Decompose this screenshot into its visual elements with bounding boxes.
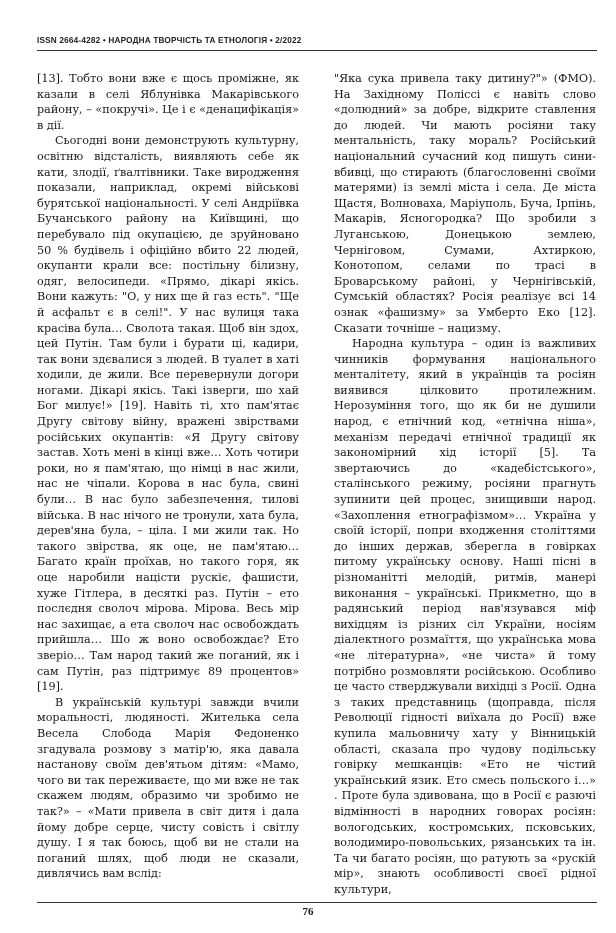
journal-header: ISSN 2664-4282 • НАРОДНА ТВОРЧІСТЬ ТА ЕТНОЛОГІЯ • 2/2022 bbox=[37, 36, 302, 45]
header-rule bbox=[37, 50, 597, 51]
right-paragraph-1: "Яка сука привела таку дитину?"» (ФМО). На Західному Поліссі є навіть слово «долюдний» за добре, відкрите ставлення до людей. Чи мають росіяни таку ментальність, таку мораль? Російський національний сучасний код пишуть сини-вбивці, що стирають (благословенні своїми матерями) із землі міста і села. Де міста Щастя, Волноваха, Маріуполь, Буча, Ірпінь, Макарів, Ясногородка? Що зробили з Луганською, Донецькою землею, Черніговом, Сумами, Ахтиркою, Конотопом, селами по трасі в Броварському районі, у Чернігівській, Сумській областях? Росія реалізує всі 14 ознак «фашизму» за Умберто Еко [12]. Сказати точніше – нацизму. bbox=[334, 72, 596, 335]
left-paragraph-3: В українській культурі завжди вчили моральності, людяності. Жителька села Весела Слобода Марія Федоненко згадувала розмову з матір'ю, яка давала настанову своїм дев'ятьом дітям: «Мамо, чого ви так переживаєте, що ми вже не так скажем людям, образимо чи зробимо не так?» – «Мати привела в світ дитя і дала йому добре серце, чисту совість і світлу душу. І я так боюсь, щоб ви не стали на поганий шлях, щоб люди не сказали, дивлячись вам вслід: bbox=[37, 695, 299, 881]
right-column bbox=[334, 71, 596, 897]
left-column bbox=[37, 71, 299, 882]
left-paragraph-2: Сьогодні вони демонструють культурну, освітню відсталість, виявляють себе як кати, злодії, ґвалтівники. Таке виродження показали, наприклад, окремі військові бурятської національності. У селі Андріївка Бучанського району на Київщині, що перебувало під окупацією, де зруйновано 50 % будівель і офіційно вбито 22 людей, окупанти крали все: постільну білизну, одяг, велосипеди. «Прямо, дікарі якісь. Вони кажуть: "О, у них ще й газ есть". "Ще й асфальт є в селі!". У нас вулиця така красіва була… Сволота такая. Щоб він здох, цей Путін. Там були і бурати ці, кадири, так вони здєвалися з людей. В туалет в хаті ходили, де жили. Все перевернули догори ногами. Дікарі якісь. Такі ізверги, шо хай Бог милує!» [19]. Навіть ті, хто пам'ятає Другу світову війну, вражені звірствами російських окупантів: «Я Другу світову застав. Хоть мені в кінці вже… Хоть чотири роки, но я пам'ятаю, що німці в нас жили, нас не чіпали. Корова в нас була, свині були… В нас було забезпечення, тилові війська. В нас нічого не тронули, хата була, дерев'яна була, – ціла. І ми жили так. Но такого звірства, як оце, не пам'ятаю… Багато країн проїхав, но такого горя, як оце наробили націсти рускіє, фашисти, хуже Гітлера, в десяткі раз. Путін – ето послєдня сволоч мірова. Мірова. Весь мір нас захищає, а ета сволоч нас освобождать прийшла… Шо ж воно освобождає? Ето зверіо… Там народ такий же поганий, як і сам Путін, раз підтримує 89 процентов» [19]. bbox=[37, 134, 299, 694]
right-paragraph-2: Народна культура – один із важливих чинників формування національного менталітету, який в українців та росіян виявився цілковито протилежним. Нерозуміння того, що як би не душили народ, є етнічний код, «етнічна ніша», механізм передачі етнічної традиції як закономірний хід історії [5]. Та звертаючись до «кадебістського», сталінського режиму, росіяни прагнуть зупинити цей процес, знищивши народ. «Захоплення етнографізмом»… Україна у своїй історії, попри входження століттями до інших держав, зберегла в говірках питому українську основу. Наші пісні в різноманітті мелодій, ритмів, манері виконання – українські. Прикметно, що в радянський період нав'язувався міф вихідцям із різних сіл України, носіям діалектного розмаїття, що українська мова «не літературна», «не чиста» й тому потрібно розмовляти російською. Особливо це часто стверджували вихідці з Росії. Одна з таких представниць (щоправда, після Революції гідності виїхала до Росії) вже купила мальовничу хату у Вінницькій області, сказала про чудову подільську говірку мешканців: «Ето не чістий український язик. Ето смесь польского і…» . Проте була здивована, що в Росії є разючі відмінності в народних говорах росіян: вологодських, костромських, псковських, володимиро-повольських, рязанських та ін. Та чи багато росіян, що ратують за «рускій мір», знають особливості своєї рідної культури, bbox=[334, 337, 596, 896]
footer-rule bbox=[37, 902, 597, 903]
page-number: 76 bbox=[302, 906, 314, 918]
left-paragraph-1: [13]. Тобто вони вже є щось проміжне, як казали в селі Яблунівка Макарівського району, – «покручі». Це і є «денацифікація» в дії. bbox=[37, 72, 299, 132]
